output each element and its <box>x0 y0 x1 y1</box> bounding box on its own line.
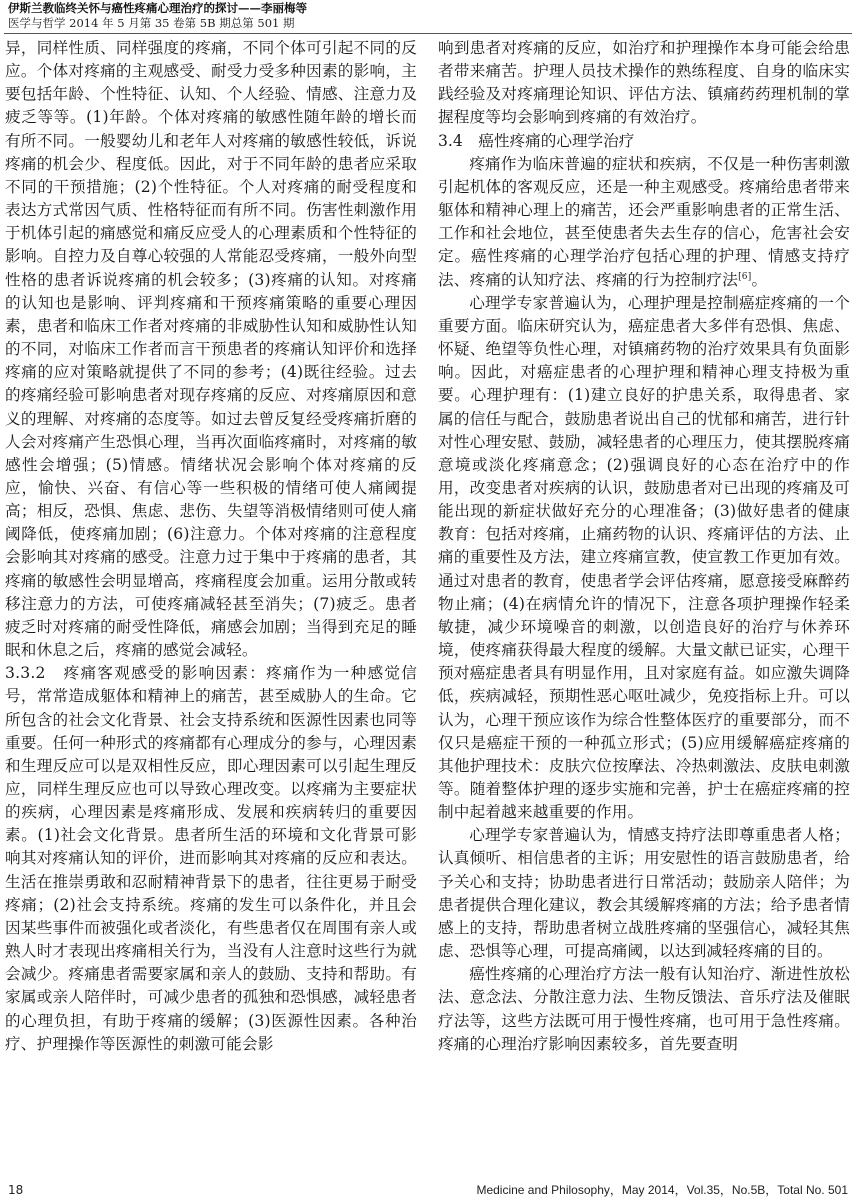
body-paragraph: 心理学专家普遍认为，情感支持疗法即尊重患者人格；认真倾听、相信患者的主诉；用安慰性的语言鼓励患者，给予关心和支持；协助患者进行日常活动；鼓励亲人陪伴；为患者提供合理化建议，教会其缓解疼痛的方法；给予患者情感上的支持，帮助患者树立战胜疼痛的坚强信心，减轻其焦虑、恐惧等心理，可提高痛阈，以达到减轻疼痛的目的。 <box>438 826 850 961</box>
running-title: 伊斯兰教临终关怀与癌性疼痛心理治疗的探讨——李丽梅等 <box>8 1 307 15</box>
body-paragraph: 响到患者对疼痛的反应，如治疗和护理操作本身可能会给患者带来痛苦。护理人员技术操作的熟练程度、自身的临床实践经验及对疼痛理论知识、评估方法、镇痛药药理机制的掌握程度等均会影响到疼痛的有效治疗。 <box>438 39 850 127</box>
header-rule <box>4 33 852 34</box>
journal-issue-line: 医学与哲学 2014 年 5 月第 35 卷第 5B 期总第 501 期 <box>8 16 295 30</box>
body-paragraph: 3.3.2 疼痛客观感受的影响因素：疼痛作为一种感觉信号，常常造成躯体和精神上的痛苦，甚至威胁人的生命。它所包含的社会文化背景、社会支持系统和医源性因素也同等重要。任何一种形式的疼痛都有心理成分的参与，心理因素和生理反应可以是双相性反应，即心理因素可以引起生理反应，同样生理反应也可以导致心理改变。以疼痛为主要症状的疾病，心理因素是疼痛形成、发展和疾病转归的重要因素。(1)社会文化背景。患者所生活的环境和文化背景可影响其对疼痛认知的评价，进而影响其对疼痛的反应和表达。生活在推崇勇敢和忍耐精神背景下的患者，往往更易于耐受疼痛；(2)社会支持系统。疼痛的发生可以条件化，并且会因某些事件而被强化或者淡化，有些患者仅在周围有亲人或熟人时才表现出疼痛相关行为，当没有人注意时这些行为就会减少。疼痛患者需要家属和亲人的鼓励、支持和帮助。有家属或亲人陪伴时，可减少患者的孤独和恐惧感，减轻患者的心理负担，有助于疼痛的缓解；(3)医源性因素。各种治疗、护理操作等医源性的刺激可能会影 <box>5 664 417 1053</box>
body-paragraph: 癌性疼痛的心理治疗方法一般有认知治疗、渐进性放松法、意念法、分散注意力法、生物反馈法、音乐疗法及催眠疗法等，这些方法既可用于慢性疼痛，也可用于急性疼痛。疼痛的心理治疗影响因素较多，首先要查明 <box>438 965 850 1053</box>
section-heading: 3.4 癌性疼痛的心理学治疗 <box>438 131 635 150</box>
right-column <box>438 37 850 1056</box>
paragraph-end: 。 <box>751 270 768 289</box>
paragraph-text: 疼痛作为临床普遍的症状和疾病，不仅是一种伤害刺激引起机体的客观反应，还是一种主观感受。疼痛给患者带来躯体和精神心理上的痛苦，还会严重影响患者的正常生活、工作和社会地位，甚至使患者失去生存的信心，危害社会安定。癌性疼痛的心理学治疗包括心理的护理、情感支持疗法、疼痛的认知疗法、疼痛的行为控制疗法 <box>438 154 850 289</box>
body-paragraph: 心理学专家普遍认为，心理护理是控制癌症疼痛的一个重要方面。临床研究认为，癌症患者大多伴有恐惧、焦虑、怀疑、绝望等负性心理，对镇痛药物的治疗效果具有负面影响。因此，对癌症患者的心理护理和精神心理支持极为重要。心理护理有：(1)建立良好的护患关系，取得患者、家属的信任与配合，鼓励患者说出自己的忧郁和痛苦，进行针对性心理安慰、鼓励，减轻患者的心理压力，使其摆脱疼痛意境或淡化疼痛意念；(2)强调良好的心态在治疗中的作用，改变患者对疾病的认识，鼓励患者对已出现的疼痛及可能出现的新症状做好充分的心理准备；(3)做好患者的健康教育：包括对疼痛，止痛药物的认识、疼痛评估的方法、止痛的重要性及方法，建立疼痛宣教，使宣教工作更加有效。通过对患者的教育，使患者学会评估疼痛，愿意接受麻醉药物止痛；(4)在病情允许的情况下，注意各项护理操作轻柔敏捷，减少环境噪音的刺激，以创造良好的治疗与休养环境，使疼痛获得最大程度的缓解。大量文献已证实，心理干预对癌症患者具有明显作用，且对家庭有益。如应激失调降低，疾病减轻，预期性恶心呕吐减少，免疫指标上升。可以认为，心理干预应该作为综合性整体医疗的重要部分，而不仅只是癌症干预的一种孤立形式；(5)应用缓解癌症疼痛的其他护理技术：皮肤穴位按摩法、冷热刺激法、皮肤电刺激等。随着整体护理的逐步实施和完善，护士在癌症疼痛的控制中起着越来越重要的作用。 <box>438 293 850 822</box>
body-paragraph <box>438 153 850 292</box>
page-number: 18 <box>8 1183 24 1197</box>
left-column <box>5 37 417 1056</box>
journal-citation: Medicine and Philosophy，May 2014，Vol.35，No.5B，Total No. 501 <box>476 1183 848 1197</box>
body-paragraph: 异，同样性质、同样强度的疼痛，不同个体可引起不同的反应。个体对疼痛的主观感受、耐受力受多种因素的影响，主要包括年龄、个性特征、认知、个人经验、情感、注意力及疲乏等等。(1)年龄。个体对疼痛的敏感性随年龄的增长而有所不同。一般婴幼儿和老年人对疼痛的敏感性较低，诉说疼痛的机会少、程度低。因此，对于不同年龄的患者应采取不同的干预措施；(2)个性特征。个人对疼痛的耐受程度和表达方式常因气质、性格特征而有所不同。伤害性刺激作用于机体引起的痛感觉和痛反应受人的心理素质和个性特征的影响。自控力及自尊心较强的人常能忍受疼痛，一般外向型性格的患者诉说疼痛的机会较多；(3)疼痛的认知。对疼痛的认知也是影响、评判疼痛和干预疼痛策略的重要心理因素，患者和临床工作者对疼痛的非威胁性认知和威胁性认知的不同，对临床工作者而言干预患者的疼痛认知评价和选择疼痛的应对策略就提供了不同的参考；(4)既往经验。过去的疼痛经验可影响患者对现存疼痛的反应、对疼痛原因和意义的理解、对疼痛的态度等。如过去曾反复经受疼痛折磨的人会对疼痛产生恐惧心理，当再次面临疼痛时，对疼痛的敏感性会增强；(5)情感。情绪状况会影响个体对疼痛的反应，愉快、兴奋、有信心等一些积极的情绪可使人痛阈提高；相反，恐惧、焦虑、悲伤、失望等消极情绪则可使人痛阈降低，使疼痛加剧；(6)注意力。个体对疼痛的注意程度会影响其对疼痛的感受。注意力过于集中于疼痛的患者，其疼痛的敏感性会明显增高，疼痛程度会加重。运用分散或转移注意力的方法，可使疼痛减轻甚至消失；(7)疲乏。患者疲乏时对疼痛的耐受性降低，痛感会加剧；当得到充足的睡眠和休息之后，疼痛的感觉会减轻。 <box>5 39 417 660</box>
reference-marker: [6] <box>738 271 752 282</box>
